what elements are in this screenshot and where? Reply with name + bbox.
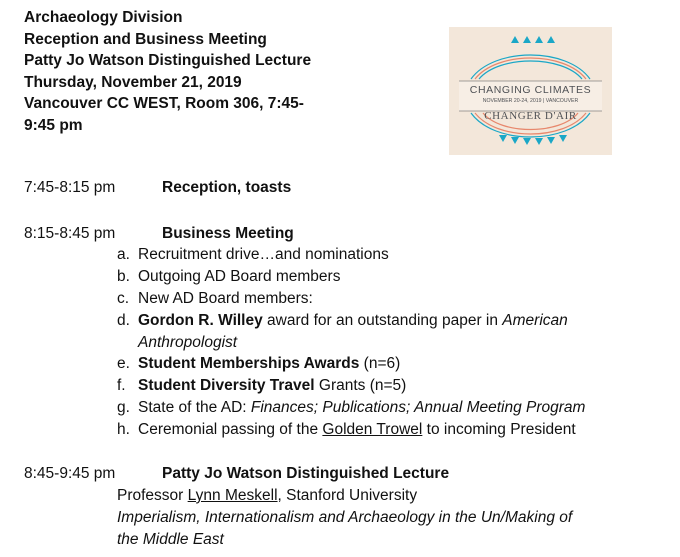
lecture-talk-title-line1: Imperialism, Internationalism and Archaeology in the Un/Making of: [117, 509, 573, 526]
agenda-item-b: [117, 266, 340, 288]
reception-time: 7:45-8:15 pm: [24, 179, 116, 196]
business-time: 8:15-8:45 pm: [24, 225, 116, 242]
lecture-speaker: [117, 485, 417, 507]
award-name: Student Diversity Travel: [138, 377, 315, 394]
item-letter: d.: [117, 312, 130, 329]
header-date: Thursday, November 21, 2019: [24, 73, 242, 91]
item-letter: a.: [117, 246, 130, 263]
item-text: New AD Board members:: [138, 290, 313, 307]
item-letter: g.: [117, 399, 130, 416]
award-name: Gordon R. Willey: [138, 312, 263, 329]
header-time-end: 9:45 pm: [24, 116, 83, 134]
speaker-prefix: Professor: [117, 487, 188, 504]
header-lecture: Patty Jo Watson Distinguished Lecture: [24, 52, 312, 70]
agenda-item-c: [117, 288, 313, 310]
lecture-title: Patty Jo Watson Distinguished Lecture: [162, 465, 450, 482]
award-name: Student Memberships Awards: [138, 355, 360, 372]
header-division: Archaeology Division: [24, 9, 183, 26]
item-letter: f.: [117, 377, 126, 394]
speaker-affiliation: , Stanford University: [277, 487, 418, 504]
item-text: Recruitment drive…and nominations: [138, 246, 389, 263]
logo-title: CHANGING CLIMATES: [469, 84, 592, 96]
item-text: award for an outstanding paper in: [262, 312, 503, 329]
item-letter: h.: [117, 421, 130, 438]
item-text: Grants (n=5): [314, 377, 407, 394]
item-letter: c.: [117, 290, 130, 307]
item-text: State of the AD:: [138, 399, 251, 416]
lecture-talk-title-line2: the Middle East: [117, 531, 224, 548]
agenda-item-f: [117, 375, 406, 397]
speaker-name-link[interactable]: Lynn Meskell: [187, 487, 278, 504]
item-text: Ceremonial passing of the: [138, 421, 323, 438]
header-venue: Vancouver CC WEST, Room 306, 7:45-: [24, 95, 304, 113]
event-header: [24, 7, 324, 137]
agenda-item-e: [117, 353, 400, 375]
agenda-item-d-continued: Anthropologist: [138, 334, 238, 351]
agenda-item-h: [117, 419, 576, 441]
logo-dates: NOVEMBER 20-24, 2019 | VANCOUVER: [482, 98, 579, 104]
item-text: Outgoing AD Board members: [138, 268, 341, 285]
header-meeting: Reception and Business Meeting: [24, 30, 267, 48]
item-letter: e.: [117, 355, 130, 372]
reception-title: Reception, toasts: [162, 179, 292, 196]
item-tail: to incoming President: [422, 421, 576, 438]
lecture-time: 8:45-9:45 pm: [24, 465, 116, 482]
business-title: Business Meeting: [162, 225, 294, 242]
item-text: (n=6): [359, 355, 401, 372]
journal-name: American: [502, 312, 568, 329]
agenda-item-d: [117, 310, 568, 332]
changing-climates-logo: [449, 27, 612, 155]
item-letter: b.: [117, 268, 130, 285]
report-topics: Finances; Publications; Annual Meeting Program: [250, 399, 586, 416]
golden-trowel-link[interactable]: Golden Trowel: [322, 421, 423, 438]
logo-subtitle: CHANGER D'AIR: [484, 110, 577, 122]
logo-graphic: [449, 27, 612, 155]
agenda-item-g: [117, 397, 585, 419]
agenda-item-a: [117, 244, 389, 266]
top-triangles: [511, 36, 555, 43]
